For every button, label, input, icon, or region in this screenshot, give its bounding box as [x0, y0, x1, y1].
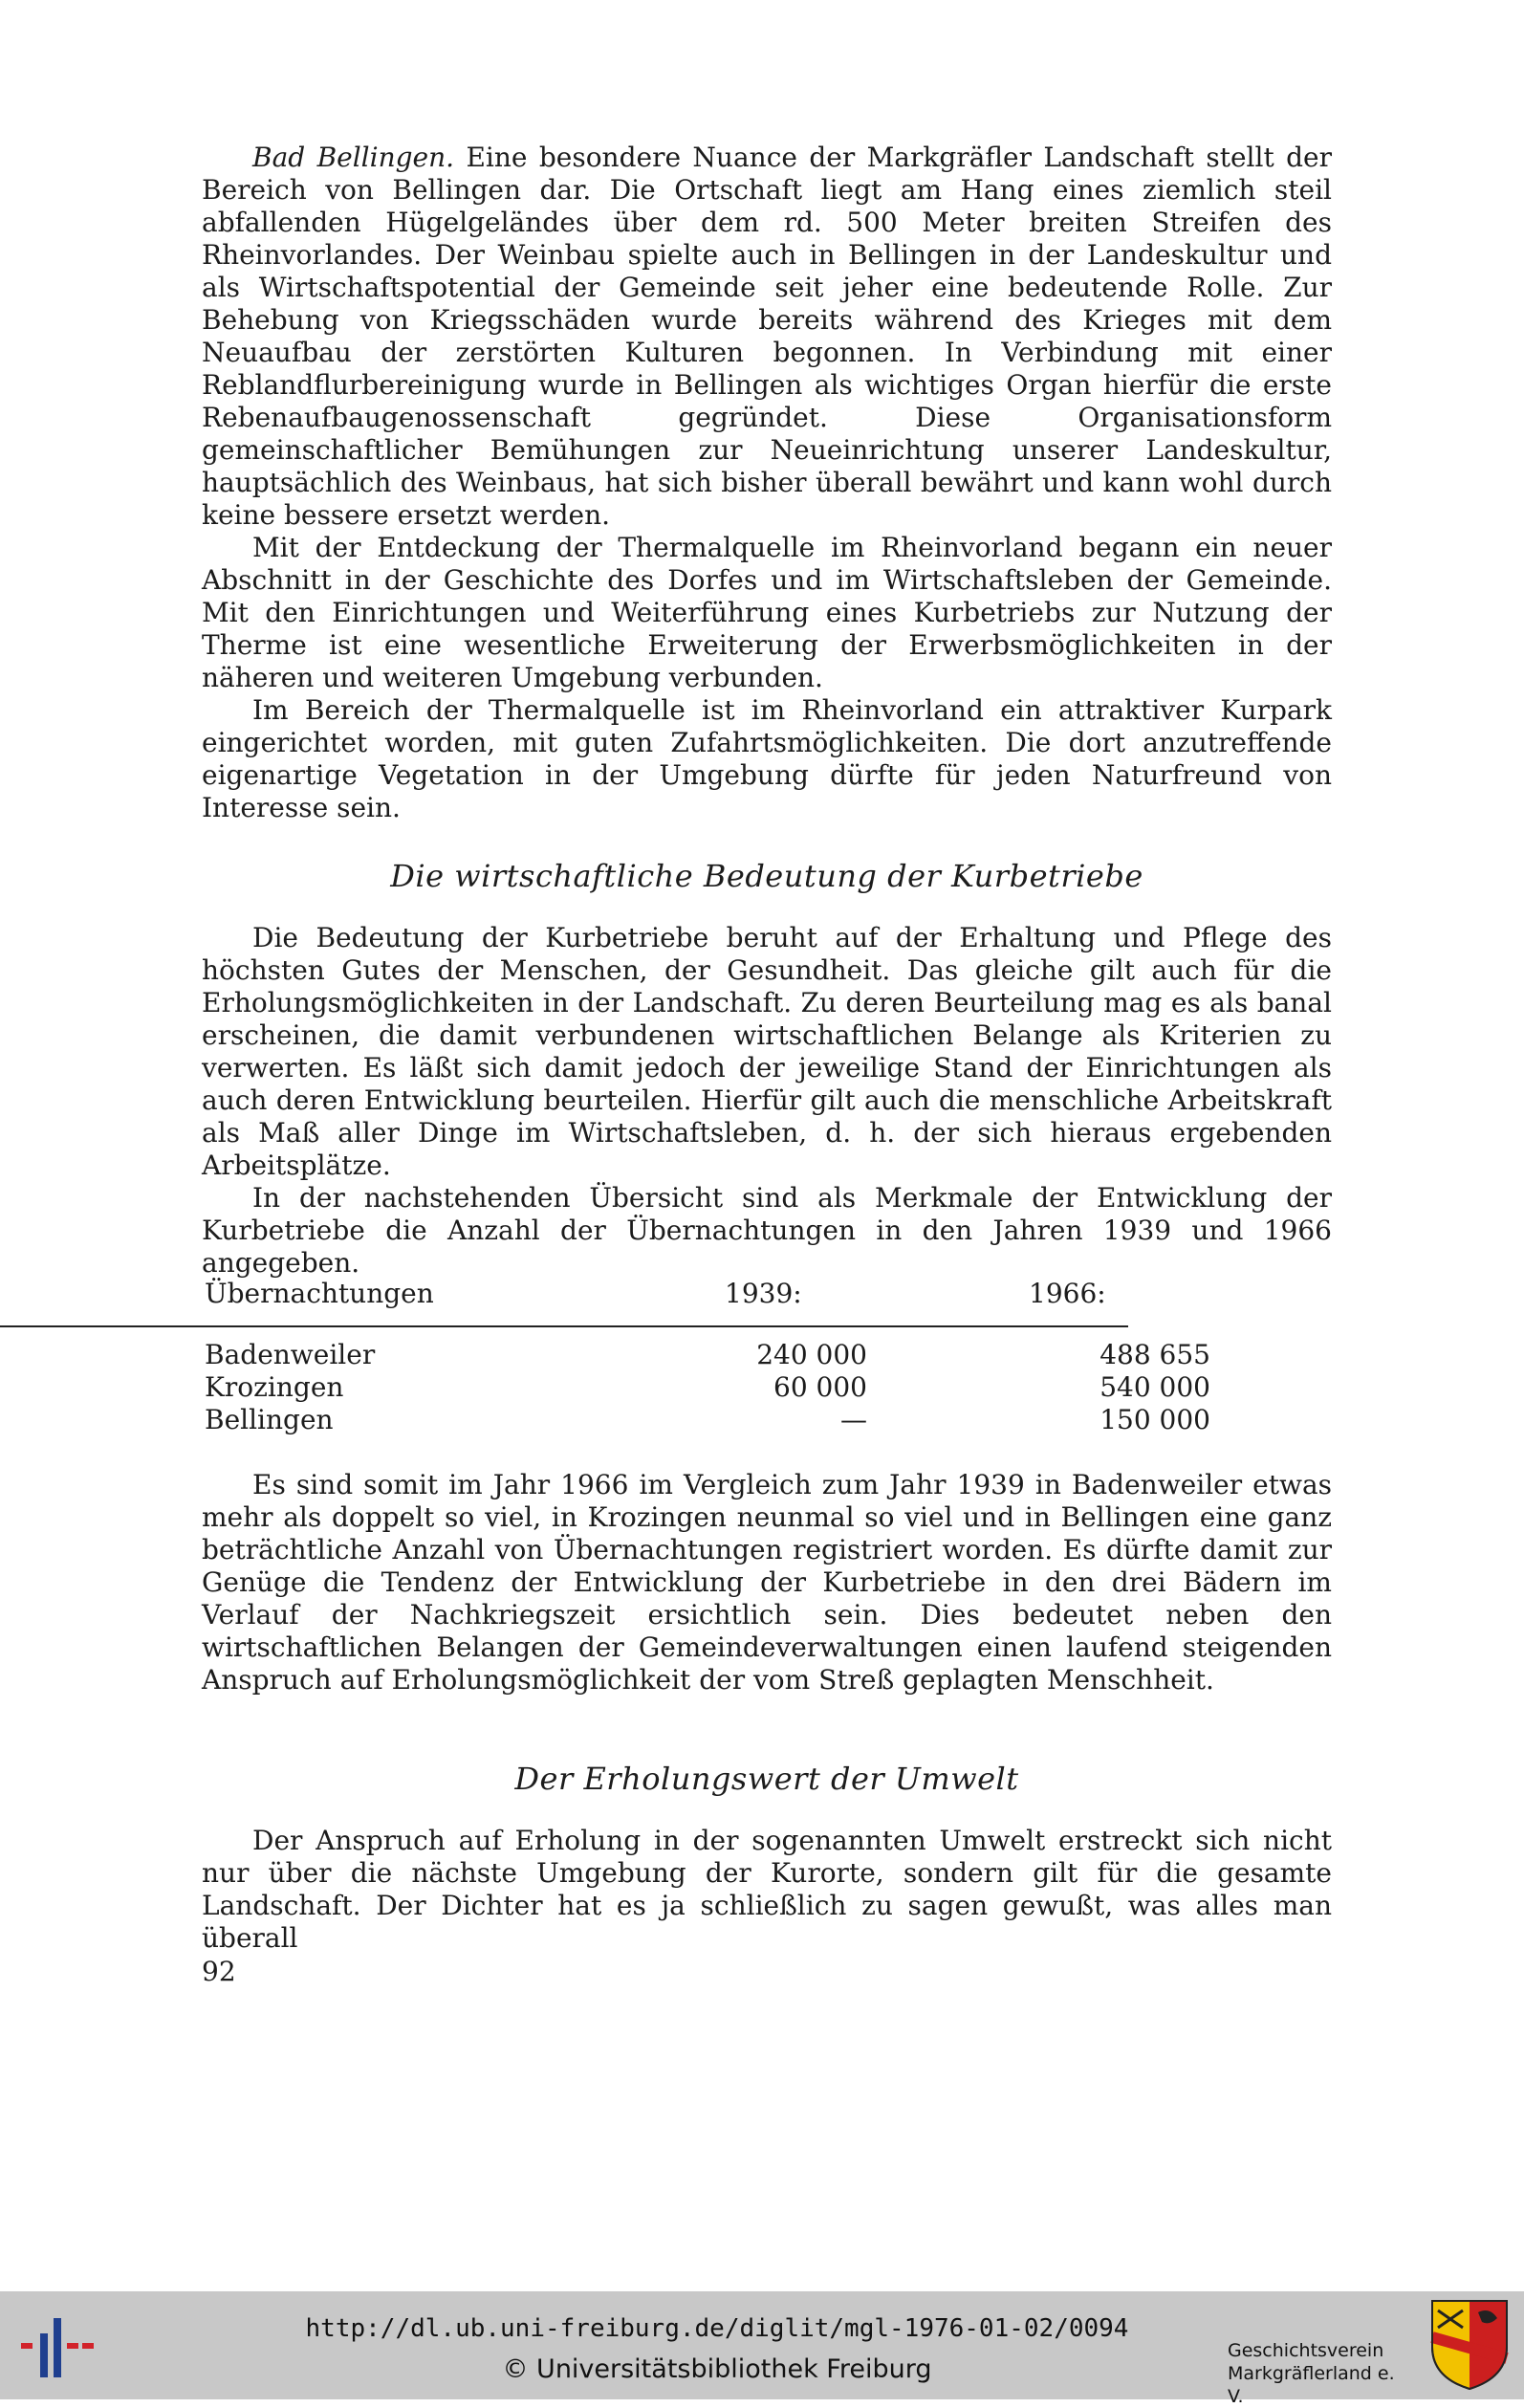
row-value-1966: 540 000	[1099, 1371, 1210, 1403]
row-value-1966: 150 000	[1099, 1404, 1210, 1435]
paragraph-uebersicht: In der nachstehenden Übersicht sind als Merkmale der Entwicklung der Kurbetriebe die Anzahl der Übernachtungen in den Jahren 1939 und 1966 angegeben.	[202, 1182, 1332, 1279]
text-block-kurbetriebe	[202, 922, 1332, 1280]
row-place: Krozingen	[205, 1371, 344, 1403]
text-block-bellingen	[202, 142, 1332, 824]
table-header-row	[205, 1278, 1333, 1314]
paragraph-vergleich: Es sind somit im Jahr 1966 im Vergleich zum Jahr 1939 in Badenweiler etwas mehr als doppelt so viel, in Krozingen neunmal so viel und in Bellingen eine ganz beträchtliche Anzahl von Übernachtungen registriert worden. Es dürfte damit zur Genüge die Tendenz der Entwicklung der Kurbetriebe in den drei Bädern im Verlauf der Nachkriegszeit ersichtlich sein. Dies bedeutet neben den wirtschaftlichen Belangen der Gemeindeverwaltungen einen laufend steigenden Anspruch auf Erholungsmöglichkeit der vom Streß geplagten Menschheit.	[202, 1469, 1332, 1696]
table-row	[205, 1371, 1333, 1404]
row-value-1939: —	[840, 1404, 867, 1435]
document-url-link[interactable]: http://dl.ub.uni-freiburg.de/diglit/mgl-1976-01-02/0094	[305, 2314, 1129, 2343]
row-place: Badenweiler	[205, 1339, 376, 1370]
paragraph-anspruch: Der Anspruch auf Erholung in der sogenannten Umwelt erstreckt sich nicht nur über die nächste Umgebung der Kurorte, sondern gilt für die gesamte Landschaft. Der Dichter hat es ja schließlich zu sagen gewußt, was alles man überall	[202, 1825, 1332, 1954]
society-name-line1: Geschichtsverein	[1228, 2340, 1384, 2361]
table-rule	[0, 1325, 1128, 1327]
society-name-line2: Markgräflerland e. V.	[1228, 2363, 1395, 2407]
table-row	[205, 1339, 1333, 1371]
section-heading-umwelt: Der Erholungswert der Umwelt	[514, 1761, 1019, 1797]
table-row	[205, 1404, 1333, 1436]
text-block-umwelt	[202, 1825, 1332, 1955]
paragraph-lead: Bad Bellingen.	[252, 142, 455, 173]
row-place: Bellingen	[205, 1404, 334, 1435]
coat-of-arms-icon	[1430, 2299, 1509, 2391]
paragraph-text: Eine besondere Nuance der Markgräfler Landschaft stellt der Bereich von Bellingen dar. Die Ortschaft liegt am Hang eines ziemlich steil abfallenden Hügelgeländes über dem rd. 500 Meter breiten Streifen des Rheinvorlandes. Der Weinbau spielte auch in Bellingen in der Landeskultur und als Wirtschaftspotential der Gemeinde seit jeher eine bedeutende Rolle. Zur Behebung von Kriegsschäden wurde bereits während des Krieges mit dem Neuaufbau der zerstörten Kulturen begonnen. In Verbindung mit einer Reblandflurbereinigung wurde in Bellingen als wichtiges Organ hierfür die erste Rebenaufbaugenossenschaft gegründet. Diese Organisationsform gemeinschaftlicher Bemühungen zur Neueinrichtung unserer Landeskultur, hauptsächlich des Weinbaus, hat sich bisher überall bewährt und kann wohl durch keine bessere ersetzt werden.	[202, 142, 1332, 531]
copyright-notice: © Universitätsbibliothek Freiburg	[502, 2354, 932, 2384]
row-value-1939: 60 000	[773, 1371, 867, 1403]
section-heading-kurbetriebe: Die wirtschaftliche Bedeutung der Kurbetriebe	[390, 858, 1143, 894]
row-value-1966: 488 655	[1099, 1339, 1210, 1370]
table-header-1939: 1939:	[725, 1278, 802, 1309]
page-number: 92	[202, 1956, 236, 1987]
paragraph-thermalquelle: Mit der Entdeckung der Thermalquelle im Rheinvorland begann ein neuer Abschnitt in der Geschichte des Dorfes und im Wirtschaftsleben der Gemeinde. Mit den Einrichtungen und Weiterführung eines Kurbetriebs zur Nutzung der Therme ist eine wesentliche Erweiterung der Erwerbsmöglichkeiten in der näheren und weiteren Umgebung verbunden.	[202, 532, 1332, 693]
paragraph-bad-bellingen	[202, 142, 1332, 532]
society-name	[1228, 2339, 1400, 2408]
overnight-stays-table	[205, 1278, 1333, 1314]
overnight-stays-table-body	[205, 1339, 1333, 1436]
text-block-comparison	[202, 1469, 1332, 1697]
paragraph-kurpark: Im Bereich der Thermalquelle ist im Rheinvorland ein attraktiver Kurpark eingerichtet worden, mit guten Zufahrtsmöglichkeiten. Die dort anzutreffende eigenartige Vegetation in der Umgebung dürfte für jeden Naturfreund von Interesse sein.	[202, 694, 1332, 823]
table-header-1966: 1966:	[1029, 1278, 1106, 1309]
row-value-1939: 240 000	[756, 1339, 867, 1370]
table-header-label: Übernachtungen	[205, 1278, 434, 1309]
paragraph-bedeutung: Die Bedeutung der Kurbetriebe beruht auf der Erhaltung und Pflege des höchsten Gutes der Menschen, der Gesundheit. Das gleiche gilt auch für die Erholungsmöglichkeiten in der Landschaft. Zu deren Beurteilung mag es als banal erscheinen, die damit verbundenen wirtschaftlichen Belange als Kriterien zu verwerten. Es läßt sich damit jedoch der jeweilige Stand der Einrichtungen als auch deren Entwicklung beurteilen. Hierfür gilt auch die menschliche Arbeitskraft als Maß aller Dinge im Wirtschaftsleben, d. h. der sich hieraus ergebenden Arbeitsplätze.	[202, 922, 1332, 1181]
ub-freiburg-logo-icon	[21, 2305, 98, 2387]
